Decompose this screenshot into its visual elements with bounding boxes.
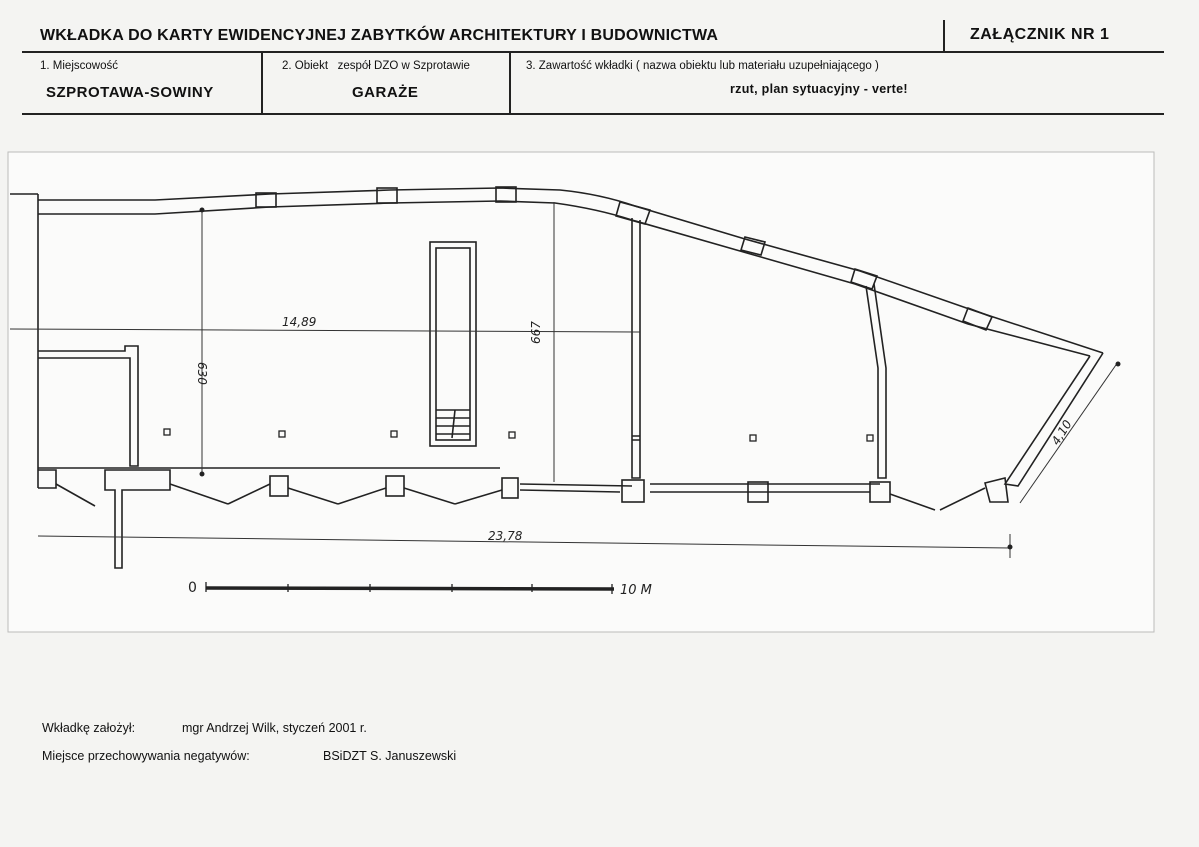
annex-number: ZAŁĄCZNIK NR 1 — [970, 26, 1110, 43]
founder-label: Wkładkę założył: — [42, 721, 136, 735]
floor-plan — [0, 148, 1199, 638]
header-rule — [22, 51, 1164, 53]
header-divider — [943, 20, 945, 52]
plan-sheet — [8, 152, 1154, 632]
dim-height-left-text: 630 — [195, 362, 209, 385]
founder-value: mgr Andrzej Wilk, styczeń 2001 r. — [182, 721, 367, 735]
storage-value: BSiDZT S. Januszewski — [323, 749, 457, 763]
scale-start-text: 0 — [188, 580, 197, 596]
dim-total-text: 23,78 — [488, 529, 523, 543]
scale-bar-line — [206, 588, 614, 589]
floor-plan-svg — [0, 148, 1199, 638]
storage-label: Miejsce przechowywania negatywów: — [42, 749, 250, 763]
content-label: 3. Zawartość wkładki ( nazwa obiektu lub materiału uzupełniającego ) — [526, 60, 879, 72]
object-value: GARAŻE — [352, 84, 419, 101]
dim-dot-4 — [1116, 362, 1121, 367]
dim-height-right-text: 667 — [529, 321, 543, 344]
scale-end-text: 10 M — [620, 583, 652, 598]
locality-value: SZPROTAWA-SOWINY — [46, 84, 214, 101]
dim-length-text: 14,89 — [282, 315, 317, 329]
field-rule — [22, 113, 1164, 115]
field-divider-1 — [261, 52, 263, 114]
object-label: 2. Obiekt zespół DZO w Szprotawie — [282, 60, 470, 72]
dim-dot-1 — [200, 208, 205, 213]
dim-side-text: 4,10 — [1048, 417, 1075, 448]
dim-dot-2 — [200, 472, 205, 477]
locality-label: 1. Miejscowość — [40, 60, 118, 72]
field-divider-2 — [509, 52, 511, 114]
content-value: rzut, plan sytuacyjny - verte! — [730, 82, 908, 96]
card-title: WKŁADKA DO KARTY EWIDENCYJNEJ ZABYTKÓW ARCHITEKTURY I BUDOWNICTWA — [40, 27, 719, 44]
dim-dot-3 — [1008, 545, 1013, 550]
